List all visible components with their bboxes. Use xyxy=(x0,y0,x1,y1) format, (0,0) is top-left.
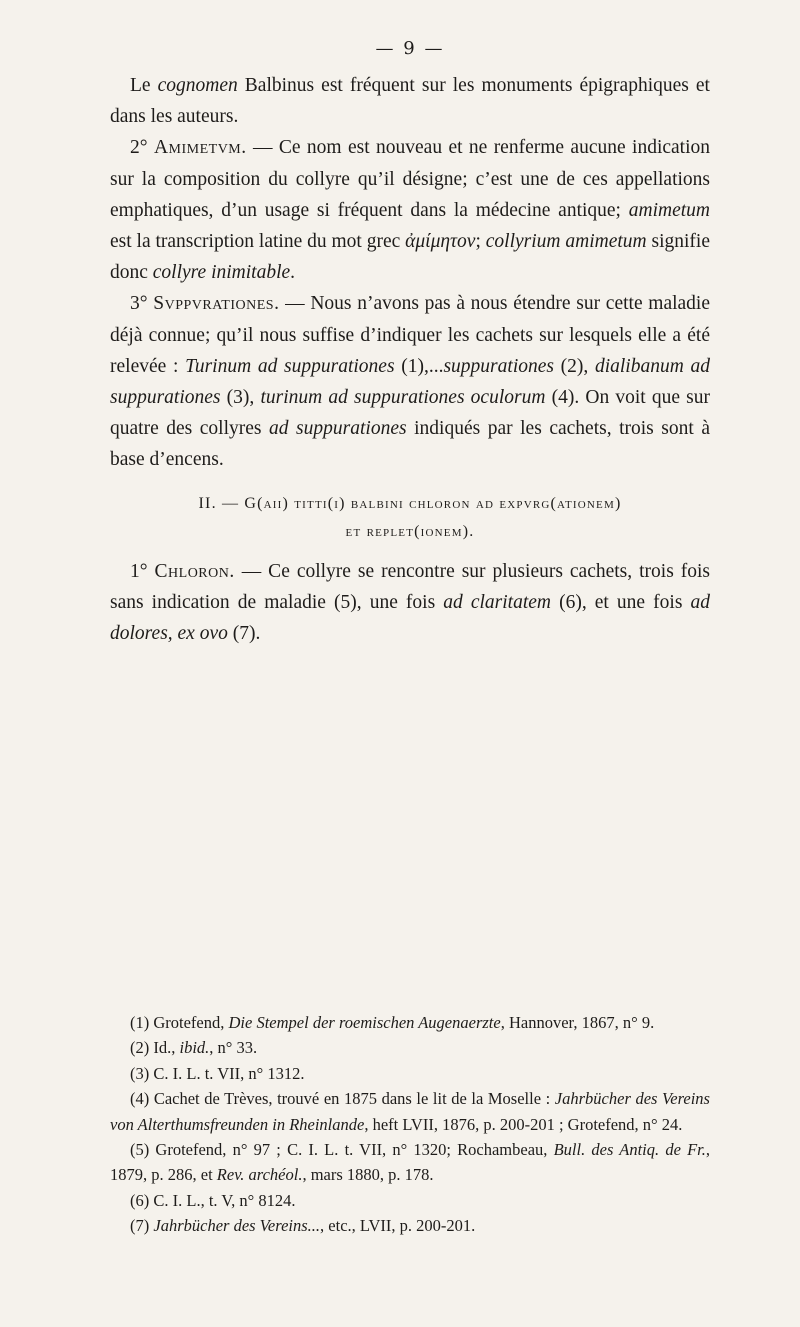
heading-line: et replet(ionem). xyxy=(345,522,475,540)
text-run: est la transcription latine du mot grec xyxy=(110,231,406,253)
italic-run: Bull. des Antiq. de Fr. xyxy=(553,1140,706,1160)
main-text xyxy=(110,70,710,649)
text-run: — Nous n’avons pas à nous étendre sur cette maladie déjà connue; qu’il nous suffise d’indiquer les cachets sur lesquels elle a été relevée : xyxy=(110,293,711,377)
italic-run: Turinum ad suppurationes xyxy=(185,355,395,377)
text-run: (6) C. I. L., t. V, n° 8124. xyxy=(130,1190,296,1210)
footnotes xyxy=(110,1010,710,1239)
text-run: (4). On voit que sur quatre des collyres xyxy=(110,387,710,440)
italic-run: cognomen xyxy=(157,75,238,96)
footnote-6 xyxy=(110,1188,710,1213)
section-number: 2° xyxy=(130,137,148,159)
text-run: Le xyxy=(130,75,158,96)
italic-run: turinum ad suppurationes oculorum xyxy=(260,387,546,409)
text-run: signifie donc xyxy=(110,231,710,284)
italic-run: suppurationes xyxy=(443,355,554,377)
footnote-5 xyxy=(110,1137,710,1188)
text-run: (3) C. I. L. t. VII, n° 1312. xyxy=(130,1063,305,1083)
paragraph-amimetum xyxy=(110,132,710,288)
footnote-2 xyxy=(110,1035,710,1060)
footnote-4 xyxy=(110,1086,710,1137)
paragraph-balbinus xyxy=(110,70,710,132)
text-run: Balbinus est fréquent sur les monuments épigraphiques et dans les auteurs. xyxy=(110,75,710,128)
paragraph-suppurationes xyxy=(110,288,710,475)
heading-line: II. — G(aii) titti(i) balbini chloron ad expvrg(ationem) xyxy=(198,494,622,512)
section-title: Amimetvm. xyxy=(153,137,247,159)
text-run: — Ce collyre se rencontre sur plusieurs cachets, trois fois sans indication de maladie (5), une fois xyxy=(110,560,711,613)
paragraph-chloron xyxy=(110,556,710,650)
italic-run: Rev. archéol. xyxy=(216,1165,303,1185)
section-title: Chloron. xyxy=(154,560,235,582)
italic-run: ad dolores, ex ovo xyxy=(110,591,710,645)
italic-run: ad suppurationes xyxy=(269,418,407,440)
text-run: , 1879, p. 286, et xyxy=(110,1140,710,1185)
italic-run: dialibanum ad suppurationes xyxy=(110,355,710,409)
text-run: , mars 1880, p. 178. xyxy=(302,1165,434,1185)
text-run: (2) Id., xyxy=(130,1038,180,1058)
italic-run: ad claritatem xyxy=(443,591,551,613)
text-run: , Hannover, 1867, n° 9. xyxy=(500,1013,655,1032)
text-run: — Ce nom est nouveau et ne renferme aucune indication sur la composition du collyre qu’il désigne; c’est une de ces appellations emphatiques, d’un usage si fréquent dans la médecine antique; xyxy=(110,137,711,221)
footnote-1 xyxy=(110,1010,710,1035)
footnote-3 xyxy=(110,1061,710,1086)
greek-word: ἀμίμητον xyxy=(405,231,476,253)
italic-run: amimetum xyxy=(628,199,710,221)
italic-run: ibid. xyxy=(179,1038,210,1058)
section-heading xyxy=(110,490,710,546)
italic-run: collyre inimitable xyxy=(152,262,291,284)
page-number: — 9 — xyxy=(375,38,445,59)
text-run: (1) Grotefend, xyxy=(130,1013,229,1032)
text-run: indiqués par les cachets, trois sont à base d’encens. xyxy=(110,418,710,471)
text-run: (5) Grotefend, n° 97 ; C. I. L. t. VII, n° 1320; Rochambeau, xyxy=(130,1140,554,1160)
italic-run: Jahrbücher des Vereins von Alterthumsfreunden in Rheinlande xyxy=(110,1089,710,1134)
text-run: (4) Cachet de Trèves, trouvé en 1875 dans le lit de la Moselle : xyxy=(130,1089,555,1109)
text-run: (1),... xyxy=(394,355,444,377)
section-number: 3° xyxy=(130,293,148,315)
text-run: , etc., LVII, p. 200-201. xyxy=(320,1216,476,1236)
text-run: . xyxy=(290,262,296,284)
section-number: 1° xyxy=(130,560,148,582)
text-run: (6), et une fois xyxy=(551,591,691,613)
text-run: (2), xyxy=(553,355,595,377)
text-run: (7). xyxy=(227,623,261,645)
italic-run: Jahrbücher des Vereins... xyxy=(153,1216,321,1236)
text-run: (7) xyxy=(130,1216,154,1236)
footnote-7 xyxy=(110,1213,710,1238)
section-title: Svppvrationes. xyxy=(153,293,280,315)
text-run: , n° 33. xyxy=(209,1038,258,1058)
text-run: ; xyxy=(475,231,486,253)
text-run: , heft LVII, 1876, p. 200-201 ; Grotefend, n° 24. xyxy=(364,1114,683,1134)
text-run: (3), xyxy=(220,387,261,409)
italic-run: collyrium amimetum xyxy=(485,231,647,253)
italic-run: Die Stempel der roemischen Augenaerzte xyxy=(228,1013,501,1032)
